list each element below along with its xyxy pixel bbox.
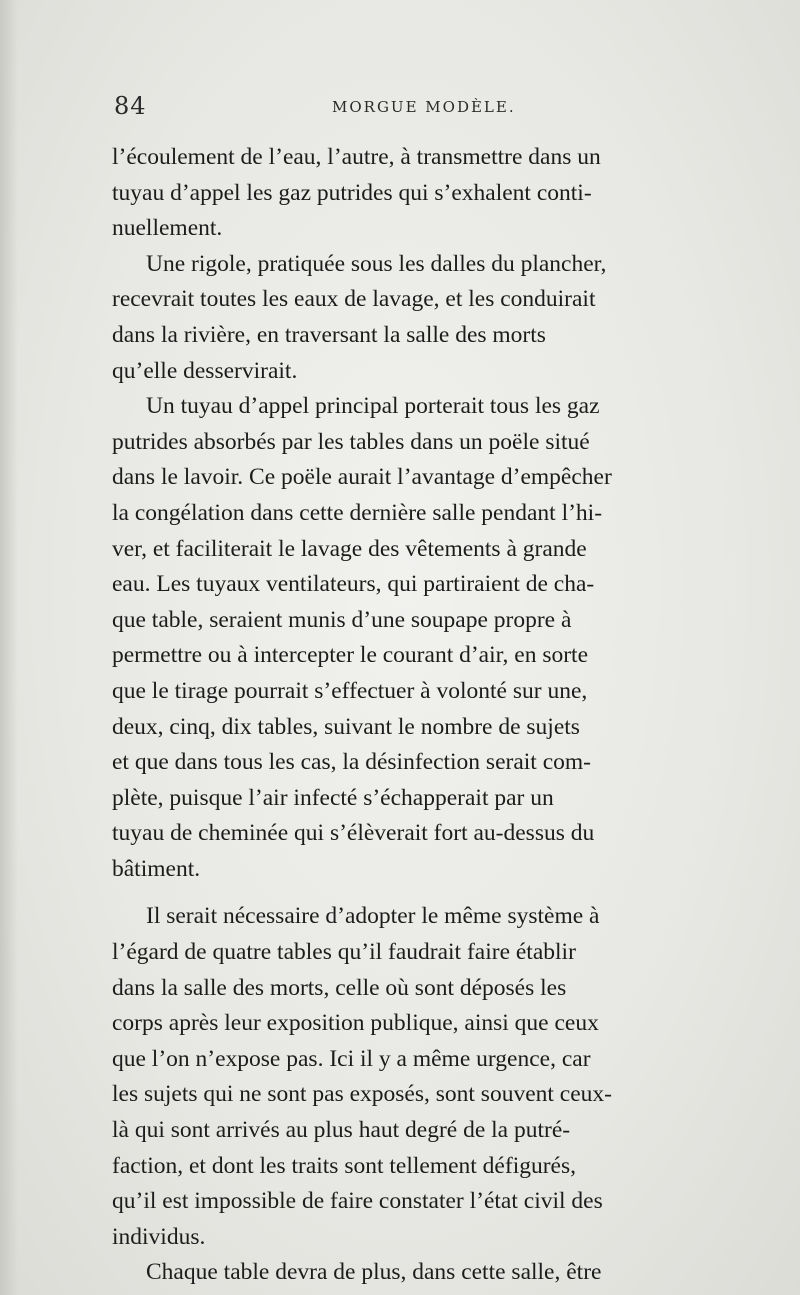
text-line: corps après leur exposition publique, ainsi que ceux [112, 1010, 599, 1037]
paragraph [112, 389, 762, 887]
paragraph [112, 247, 762, 389]
text-line: Un tuyau d’appel principal porterait tous les gaz [146, 393, 600, 420]
paragraph [112, 1255, 762, 1291]
text-line: là qui sont arrivés au plus haut degré de la putré- [112, 1117, 571, 1144]
text-line: nuellement. [112, 215, 223, 242]
text-line: et que dans tous les cas, la désinfection serait com- [112, 749, 591, 776]
text-line: bâtiment. [112, 855, 201, 882]
text-line: individus. [112, 1223, 206, 1250]
text-line: tuyau d’appel les gaz putrides qui s’exhalent conti- [112, 179, 592, 206]
text-line: l’égard de quatre tables qu’il faudrait faire établir [112, 939, 576, 966]
text-line: tuyau de cheminée qui s’élèverait fort au-dessus du [112, 820, 595, 847]
text-line: dans la salle des morts, celle où sont déposés les [112, 974, 567, 1001]
text-line: putrides absorbés par les tables dans un poële situé [112, 428, 590, 455]
spine-shadow [0, 0, 18, 1295]
paragraph [112, 140, 762, 247]
text-line: que l’on n’expose pas. Ici il y a même urgence, car [112, 1045, 591, 1072]
page-number: 84 [114, 92, 147, 120]
page-header [0, 92, 800, 132]
text-line: que le tirage pourrait s’effectuer à volonté sur une, [112, 677, 588, 704]
text-line: plète, puisque l’air infecté s’échapperait par un [112, 784, 554, 811]
text-line: deux, cinq, dix tables, suivant le nombre de sujets [112, 713, 580, 740]
text-line: permettre ou à intercepter le courant d’air, en sorte [112, 642, 589, 669]
text-line: ver, et faciliterait le lavage des vêtements à grande [112, 535, 587, 562]
text-line: Une rigole, pratiquée sous les dalles du plancher, [146, 250, 607, 277]
text-line: la congélation dans cette dernière salle pendant l’hi- [112, 499, 603, 526]
text-line: dans la rivière, en traversant la salle des morts [112, 321, 546, 348]
running-head: MORGUE MODÈLE. [332, 98, 516, 116]
body-text [112, 140, 762, 1291]
text-line: eau. Les tuyaux ventilateurs, qui partiraient de cha- [112, 571, 595, 598]
text-line: Chaque table devra de plus, dans cette salle, être [146, 1259, 602, 1286]
text-line: qu’il est impossible de faire constater l’état civil des [112, 1188, 603, 1215]
text-line: Il serait nécessaire d’adopter le même système à [146, 903, 600, 930]
text-line: recevrait toutes les eaux de lavage, et les conduirait [112, 286, 596, 313]
text-line: les sujets qui ne sont pas exposés, sont souvent ceux- [112, 1081, 612, 1108]
text-line: que table, seraient munis d’une soupape propre à [112, 606, 572, 633]
text-line: faction, et dont les traits sont tellement défigurés, [112, 1152, 576, 1179]
text-line: dans le lavoir. Ce poële aurait l’avantage d’empêcher [112, 464, 612, 491]
text-line: qu’elle desservirait. [112, 357, 298, 384]
text-line: l’écoulement de l’eau, l’autre, à transmettre dans un [112, 144, 601, 170]
paragraph [112, 899, 762, 1255]
